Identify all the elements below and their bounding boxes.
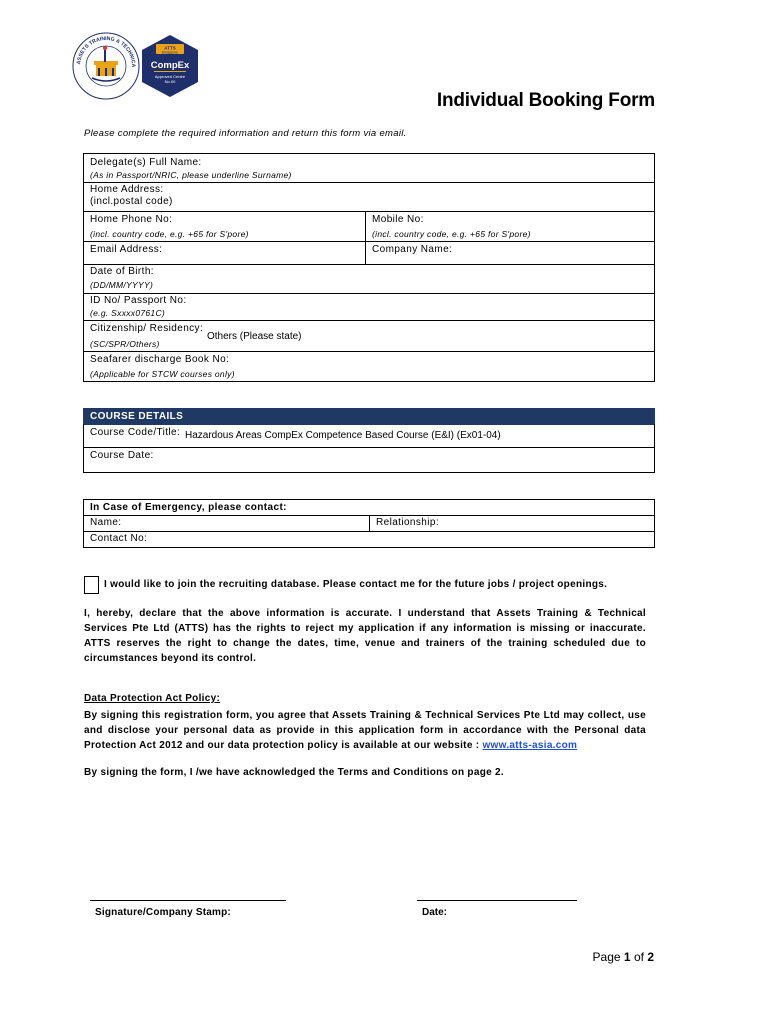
course-header [83, 408, 655, 425]
dob-row[interactable] [83, 264, 655, 294]
course-header-text: COURSE DETAILS [90, 411, 184, 422]
citizenship-hint: (SC/SPR/Others) [90, 339, 160, 349]
svg-text:Singapore: Singapore [161, 50, 179, 55]
of-word: of [633, 950, 644, 964]
svg-text:CompEx: CompEx [150, 60, 190, 71]
course-code-value[interactable]: Hazardous Areas CompEx Competence Based Course (E&I) (Ex01-04) [185, 430, 501, 441]
page-total: 2 [647, 950, 654, 964]
home-phone-hint: (incl. country code, e.g. +65 for S'pore) [90, 229, 249, 239]
email-field[interactable] [84, 241, 366, 264]
page-title: Individual Booking Form [436, 90, 655, 111]
signature-line[interactable] [90, 900, 286, 901]
recruit-checkbox[interactable] [84, 576, 99, 594]
date-line[interactable] [417, 900, 577, 901]
emergency-name-label: Name: [90, 517, 122, 528]
emergency-name-field[interactable] [84, 515, 370, 531]
company-field[interactable] [366, 241, 654, 264]
svg-text:Approved Centre: Approved Centre [154, 74, 186, 79]
course-code-label: Course Code/Title: [90, 427, 181, 438]
seafarer-label: Seafarer discharge Book No: [90, 354, 230, 365]
home-phone-field[interactable] [84, 211, 366, 241]
declaration-text: I, hereby, declare that the above information is accurate. I understand that Assets Training & Technical Services Pte Ltd (ATTS) has the rights to reject my application if any information is missing or inaccurate. ATTS reserves the right to change the dates, time, venue and trainers of the training scheduled due to circumstances beyond its control. [84, 608, 646, 664]
full-name-label: Delegate(s) Full Name: [90, 157, 202, 168]
full-name-hint: (As in Passport/NRIC, please underline Surname) [90, 170, 292, 180]
id-label: ID No/ Passport No: [90, 295, 187, 306]
citizenship-label: Citizenship/ Residency: [90, 323, 204, 334]
id-row[interactable] [83, 293, 655, 321]
address-row[interactable] [83, 182, 655, 212]
course-date-row[interactable] [83, 447, 655, 473]
page-number [593, 950, 654, 964]
emergency-contact-row[interactable] [83, 531, 655, 548]
citizenship-row[interactable] [83, 320, 655, 352]
id-hint: (e.g. Sxxxx0761C) [90, 308, 166, 318]
seafarer-row[interactable] [83, 351, 655, 382]
emergency-contact-label: Contact No: [90, 533, 148, 544]
mobile-label: Mobile No: [372, 214, 424, 225]
emergency-header [83, 499, 655, 516]
mobile-hint: (incl. country code, e.g. +65 for S'pore) [372, 229, 531, 239]
recruit-text: I would like to join the recruiting database. Please contact me for the future jobs / project openings. [104, 579, 608, 590]
company-logo [70, 30, 142, 102]
course-date-label: Course Date: [90, 450, 154, 461]
phone-row [83, 211, 655, 242]
email-row [83, 241, 655, 265]
relationship-field[interactable] [370, 515, 654, 531]
home-phone-label: Home Phone No: [90, 214, 173, 225]
dpa-title: Data Protection Act Policy: [84, 693, 221, 704]
company-label: Company Name: [372, 244, 453, 255]
acknowledge-text: By signing the form, I /we have acknowledged the Terms and Conditions on page 2. [84, 767, 504, 778]
page-word: Page [592, 950, 621, 964]
dob-hint: (DD/MM/YYYY) [90, 280, 154, 290]
svg-text:ATTS: ATTS [164, 45, 176, 51]
compex-badge [140, 34, 200, 98]
course-code-row[interactable] [83, 424, 655, 448]
emergency-header-text: In Case of Emergency, please contact: [90, 502, 287, 513]
dpa-body [84, 708, 646, 753]
signature-label: Signature/Company Stamp: [95, 907, 231, 918]
address-hint: (incl.postal code) [90, 196, 173, 207]
page-current: 1 [623, 950, 631, 964]
svg-text:ASSETS TRAINING & TECHNICAL SE: ASSETS TRAINING & TECHNICA [76, 35, 137, 68]
email-label: Email Address: [90, 244, 163, 255]
citizenship-value[interactable]: Others (Please state) [207, 331, 302, 342]
address-label: Home Address: [90, 184, 164, 195]
svg-text:No.00: No.00 [164, 79, 176, 84]
dpa-body-text: By signing this registration form, you agree that Assets Training & Technical Services Pte Ltd may collect, use and disclose your personal data as provide in this application form in accordance with the Personal data Protection Act 2012 and our data protection policy is available at our website : [84, 710, 646, 751]
intro-text: Please complete the required information and return this form via email. [84, 128, 407, 139]
relationship-label: Relationship: [376, 517, 440, 528]
website-link[interactable]: www.atts-asia.com [482, 740, 578, 751]
full-name-row[interactable] [83, 153, 655, 183]
seafarer-hint: (Applicable for STCW courses only) [90, 369, 235, 379]
emergency-name-row [83, 515, 655, 532]
date-label: Date: [422, 907, 448, 918]
mobile-field[interactable] [366, 211, 654, 241]
dob-label: Date of Birth: [90, 266, 154, 277]
